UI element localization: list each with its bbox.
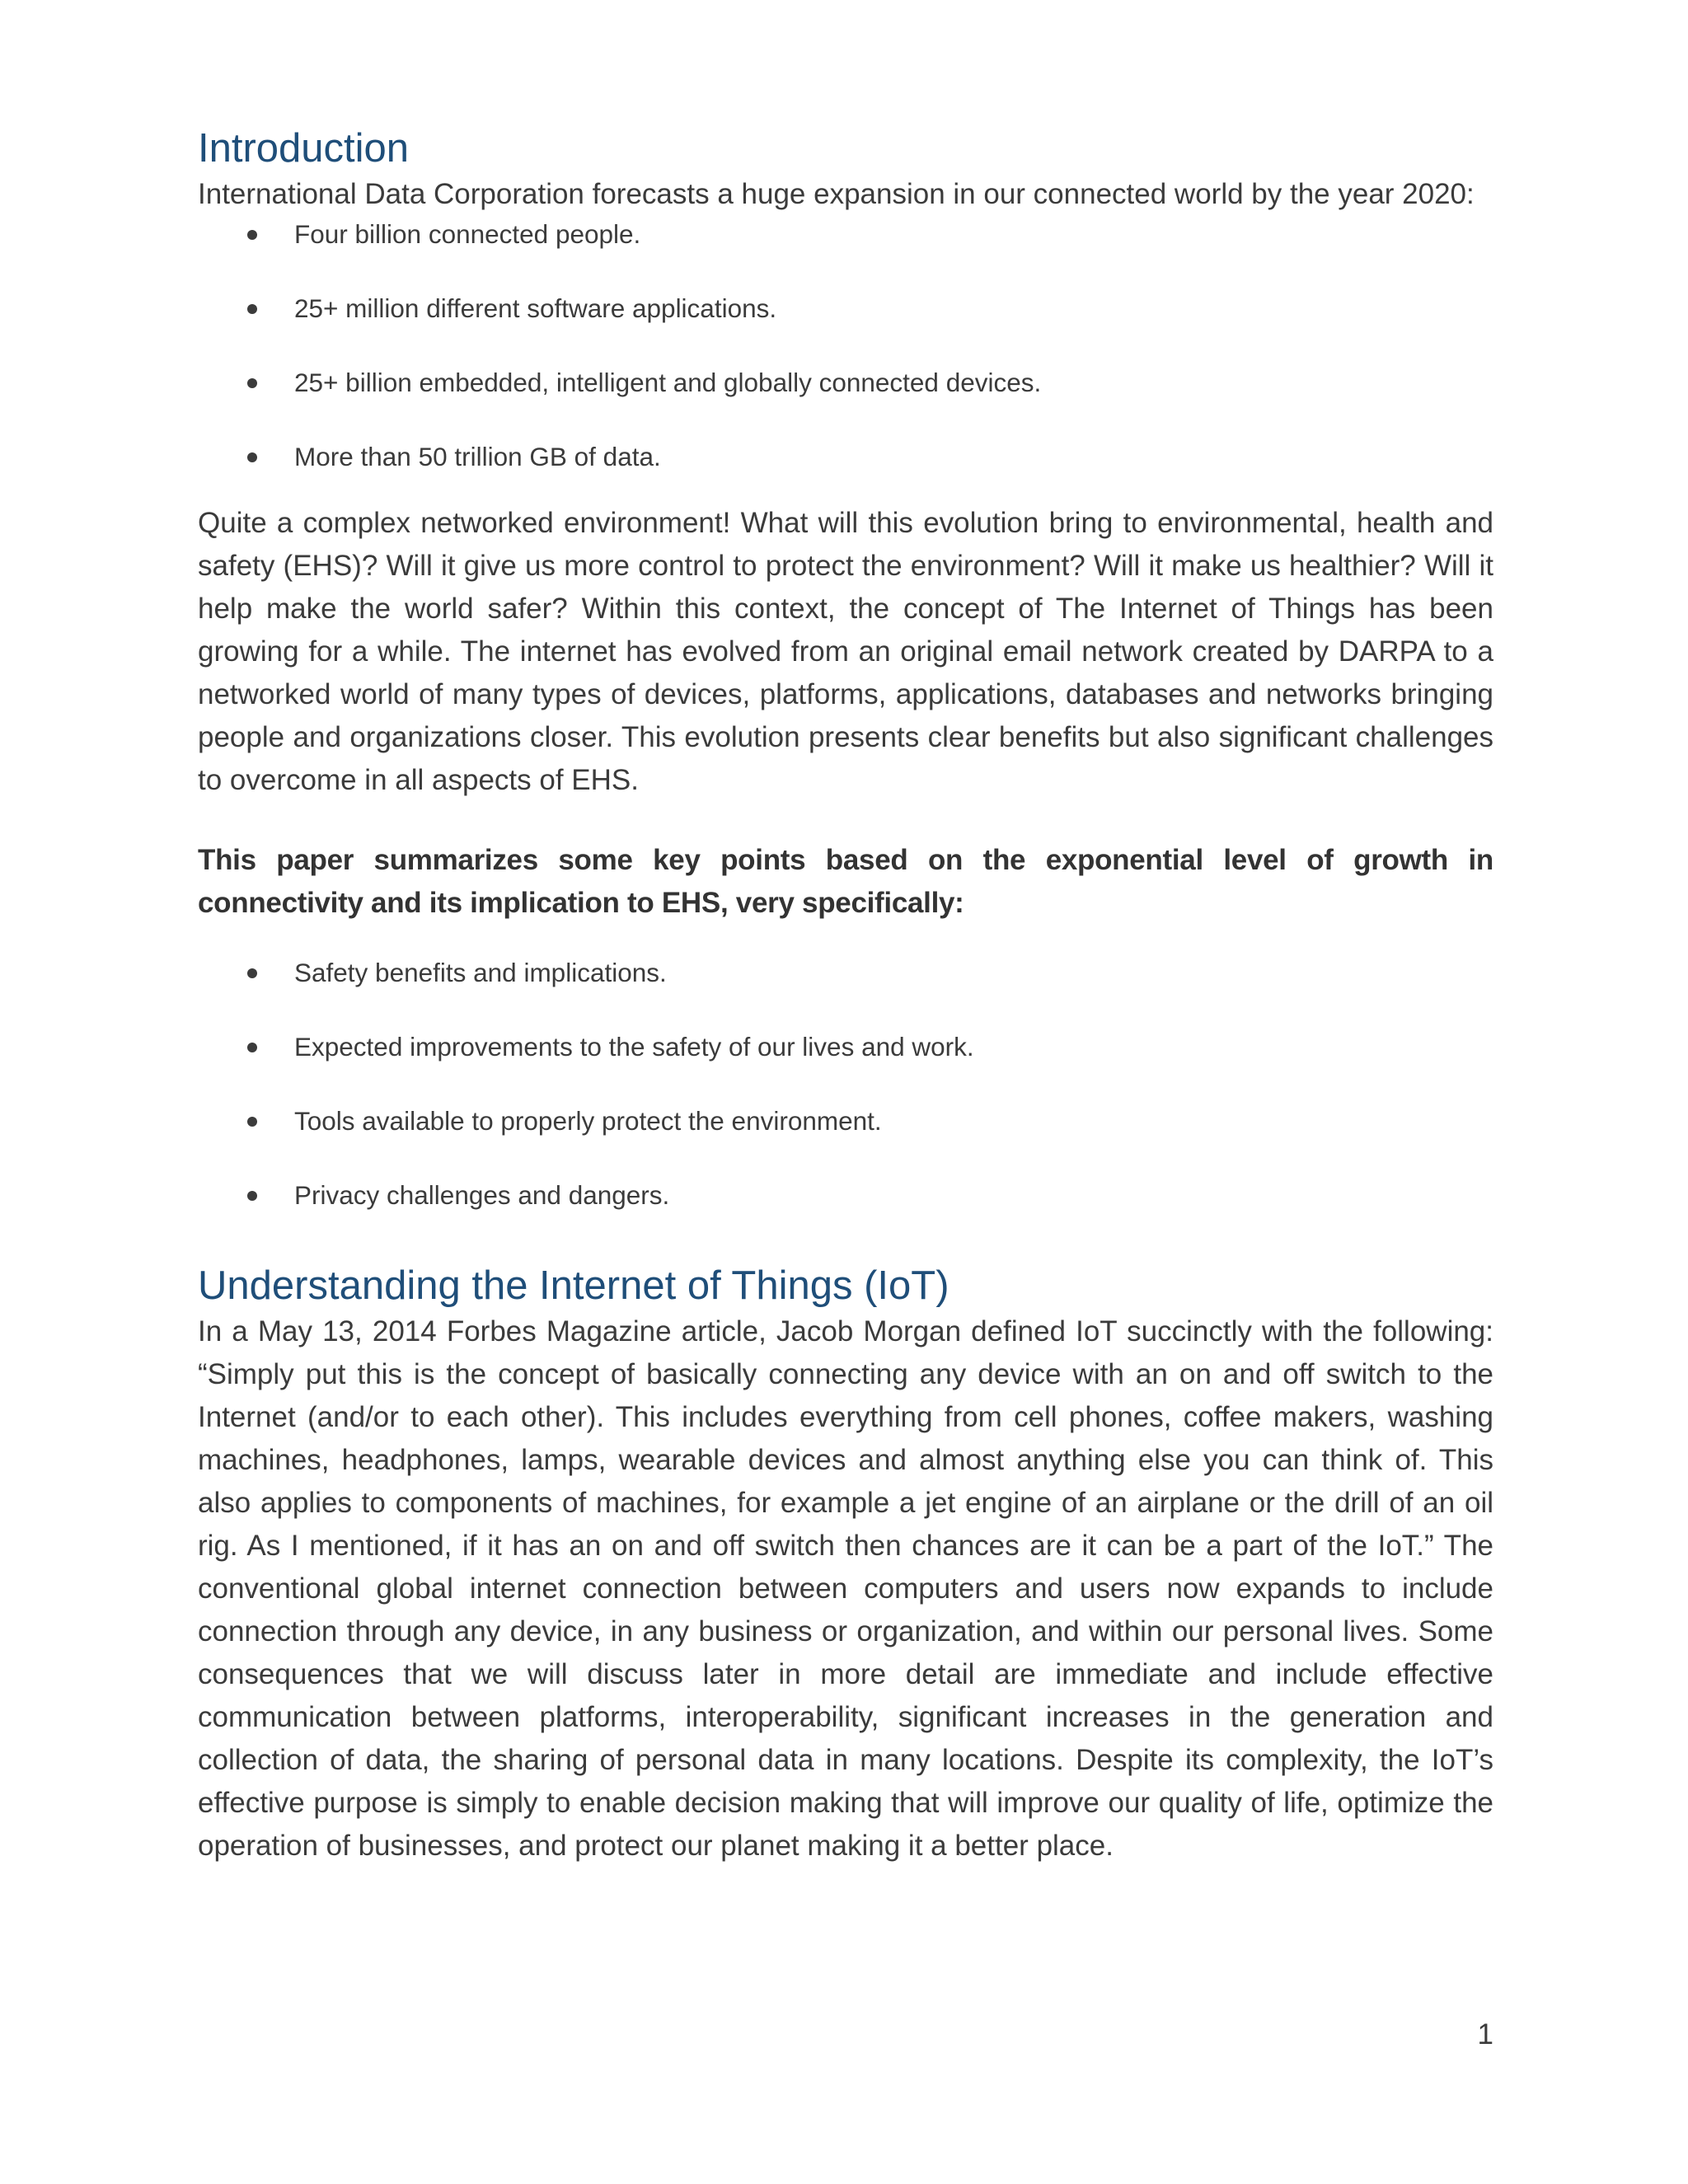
iot-heading: Understanding the Internet of Things (IoT) [198,1263,950,1308]
list-item-text: Safety benefits and implications. [294,958,667,987]
document-page [198,124,1493,1868]
introduction-lead: International Data Corporation forecasts a huge expansion in our connected world by the year 2020: [198,178,1475,210]
list-item-text: Tools available to properly protect the environment. [294,1106,882,1136]
list-item [198,1179,1493,1212]
summary-paragraph: This paper summarizes some key points based on the exponential level of growth in connectivity and its implication to EHS, very specifically: [198,844,1493,919]
list-item-text: 25+ million different software applications. [294,293,777,323]
bullet-icon [247,968,257,978]
introduction-paragraph: Quite a complex networked environment! What will this evolution bring to environmental, health and safety (EHS)? Will it give us more control to protect the environment? Will it make us healthier? Will it help make the world safer? Within this context, the concept of The Internet of Things has been growing for a while. The internet has evolved from an original email network created by DARPA to a networked world of many types of devices, platforms, applications, databases and networks bringing people and organizations closer. This evolution presents clear benefits but also significant challenges to overcome in all aspects of EHS. [198,507,1493,796]
bullet-icon [247,1191,257,1201]
summary-list [198,956,1493,1212]
list-item-text: 25+ billion embedded, intelligent and globally connected devices. [294,368,1042,397]
introduction-heading: Introduction [198,126,410,171]
bullet-icon [247,1043,257,1052]
iot-paragraph: In a May 13, 2014 Forbes Magazine article, Jacob Morgan defined IoT succinctly with the following: “Simply put this is the concept of basically connecting any device with an on and off switch to the Internet (and/or to each other). This includes everything from cell phones, coffee makers, washing machines, headphones, lamps, wearable devices and almost anything else you can think of. This also applies to components of machines, for example a jet engine of an airplane or the drill of an oil rig. As I mentioned, if it has an on and off switch then chances are it can be a part of the IoT.” The conventional global internet connection between computers and users now expands to include connection through any device, in any business or organization, and within our personal lives. Some consequences that we will discuss later in more detail are immediate and include effective communication between platforms, interoperability, significant increases in the generation and collection of data, the sharing of personal data in many locations. Despite its complexity, the IoT’s effective purpose is simply to enable decision making that will improve our quality of life, optimize the operation of businesses, and protect our planet making it a better place. [198,1315,1493,1862]
list-item [198,366,1493,399]
bullet-icon [247,230,257,240]
bullet-icon [247,304,257,314]
list-item-text: Four billion connected people. [294,219,641,249]
list-item [198,1104,1493,1137]
list-item-text: Privacy challenges and dangers. [294,1180,670,1210]
list-item [198,1030,1493,1063]
bullet-icon [247,452,257,462]
page-number: 1 [1477,2018,1493,2050]
list-item [198,292,1493,325]
list-item-text: Expected improvements to the safety of our lives and work. [294,1032,974,1062]
list-item [198,956,1493,989]
list-item-text: More than 50 trillion GB of data. [294,442,661,471]
list-item [198,218,1493,251]
bullet-icon [247,378,257,388]
list-item [198,440,1493,473]
bullet-icon [247,1117,257,1127]
forecast-list [198,218,1493,473]
